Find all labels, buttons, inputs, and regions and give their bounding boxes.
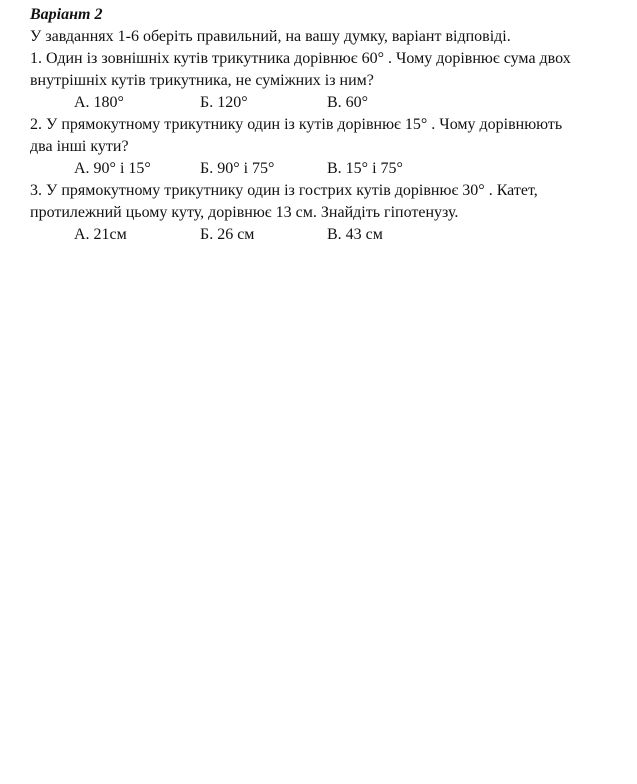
question-text-line: 1. Один із зовнішніх кутів трикутника дорівнює 60° . Чому дорівнює сума двох xyxy=(30,50,571,67)
question-text-line: 2. У прямокутному трикутнику один із кутів дорівнює 15° . Чому дорівнюють xyxy=(30,116,563,133)
question-text-line: протилежний цьому куту, дорівнює 13 см. Знайдіть гіпотенузу. xyxy=(30,204,459,221)
answer-options xyxy=(30,224,630,246)
question-text-line: 3. У прямокутному трикутнику один із гострих кутів дорівнює 30° . Катет, xyxy=(30,182,538,199)
question-text-line: внутрішніх кутів трикутника, не суміжних із ним? xyxy=(30,72,374,89)
variant-title: Варіант 2 xyxy=(30,6,103,23)
worksheet-page xyxy=(30,4,630,246)
question-text-line: два інші кути? xyxy=(30,138,129,155)
instruction-text: У завданнях 1-6 оберіть правильний, на вашу думку, варіант відповіді. xyxy=(30,28,511,45)
answer-option-a: А. 180° xyxy=(74,94,124,111)
question-3 xyxy=(30,180,630,246)
answer-options xyxy=(30,158,630,180)
answer-option-c: В. 15° і 75° xyxy=(327,160,403,177)
answer-option-c: В. 43 см xyxy=(327,226,383,243)
question-2 xyxy=(30,114,630,180)
answer-option-a: А. 90° і 15° xyxy=(74,160,151,177)
answer-option-b: Б. 120° xyxy=(200,94,248,111)
answer-options xyxy=(30,92,630,114)
answer-option-a: А. 21см xyxy=(74,226,127,243)
answer-option-b: Б. 26 см xyxy=(200,226,255,243)
answer-option-b: Б. 90° і 75° xyxy=(200,160,275,177)
answer-option-c: В. 60° xyxy=(327,94,369,111)
question-1 xyxy=(30,48,630,114)
